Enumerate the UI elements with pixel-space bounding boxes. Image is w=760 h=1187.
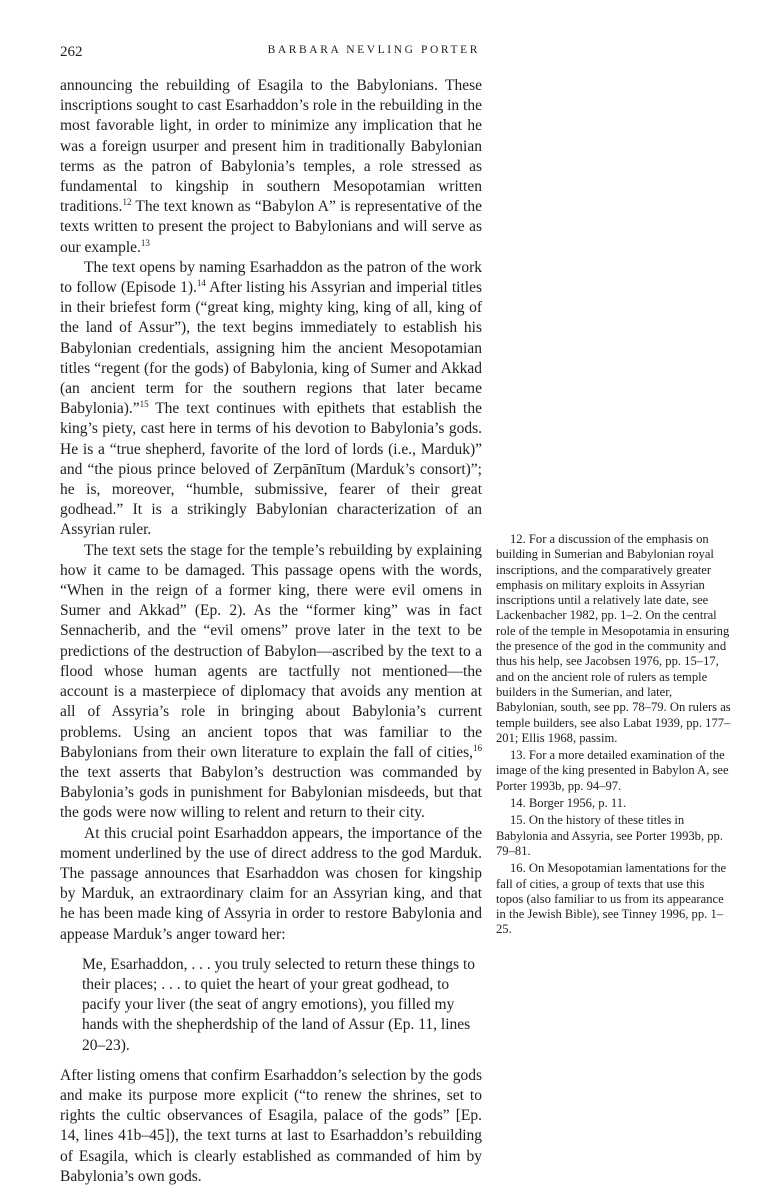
running-head: BARBARA NEVLING PORTER — [267, 44, 480, 56]
paragraph-4: At this crucial point Esarhaddon appears, the importance of the moment underlined by the use of direct address to the god Marduk. The passage announces that Esarhaddon was chosen for kingship by Marduk, an extraordinary claim for an Assyrian king, and that he has been made king of Assyria in order to restore Babylonia and appease Marduk’s anger toward her: — [60, 824, 482, 943]
footnote-ref-16[interactable]: 16 — [473, 742, 482, 753]
footnote-16: 16. On Mesopotamian lamentations for the fall of cities, a group of texts that use this topos (also familiar to us from its appearance in the Jewish Bible), see Tinney 1996, pp. 1–25. — [496, 861, 727, 937]
footnote-ref-14[interactable]: 14 — [196, 277, 206, 288]
footnote-12: 12. For a discussion of the emphasis on building in Sumerian and Babylonian royal inscriptions, and the comparatively greater emphasis on military exploits in Assyrian inscriptions until a relatively late date, see Lackenbacher 1982, pp. 1–2. On the central role of the temple in Mesopotamia in ensuring the presence of the god in the community and thus his help, see Jacobsen 1976, pp. 15–17, and on the ancient role of rulers as temple builders in the Sumerian, and later, Babylonian, south, see pp. 78–79. On rulers as temple builders, see also Labat 1939, pp. 177–201; Ellis 1968, passim. — [496, 532, 731, 745]
footnote-ref-13[interactable]: 13 — [140, 237, 150, 248]
footnote-ref-12[interactable]: 12 — [122, 197, 132, 208]
page-header — [60, 44, 480, 64]
paragraph-2: The text opens by naming Esarhaddon as the patron of the work to follow (Episode 1).$^{14}$ After listing his Assyrian and imperial titles in their briefest form (“great king, mighty king, king of all, king of the land of Assur”), the text begins immediately to establish his Babylonian credentials, assigning him the ancient Mesopotamian titles “regent (for the gods) of Babylonia, king of Sumer and Akkad (an ancient term for the southern regions that later became Babylonia).”$^{15}$ The text continues with epithets that establish the king’s piety, cast here in terms of his devotion to Babylonia’s gods. He is a “true shepherd, favorite of the lord of lords (i.e., Marduk)” and “the pious prince beloved of Zerpānītum (Marduk’s consort)”; he is, moreover, “humble, submissive, fearer of their great godhead.” It is a strikingly Babylonian characterization of an Assyrian ruler. — [60, 258, 482, 539]
footnote-ref-15[interactable]: 15 — [139, 399, 149, 410]
paragraph-1: announcing the rebuilding of Esagila to the Babylonians. These inscriptions sought to cast Esarhaddon’s role in the rebuilding in the most favorable light, in order to minimize any implication that he was a foreign usurper and present him in traditionally Babylonian terms as the patron of Babylonia’s temples, a role stressed as fundamental to kingship in southern Mesopotamian written traditions.$^{12}$ The text known as “Babylon A” is representative of the texts written to present the project to Babylonians and will serve as our example.$^{13}$ — [60, 77, 482, 256]
paragraph-3: The text sets the stage for the temple’s rebuilding by explaining how it came to be damaged. This passage opens with the words, “When in the reign of a former king, there were evil omens in Sumer and Akkad” (Ep. 2). As the “former king” was in fact Sennacherib, and the “evil omens” prove later in the text to be predictions of the destruction of Babylon—ascribed by the text to a flood whose human agents are tactfully not mentioned—the account is a masterpiece of diplomacy that avoids any mention at all of Assyria’s role in bringing about Babylonia’s current problems. Using an ancient topos that was familiar to the Babylonians from their own literature to explain the fall of cities,$^{16}$ the text asserts that Babylon’s destruction was commanded by Babylonia’s gods in punishment for Babylonian misdeeds, but that the gods were now willing to relent and return to their city. — [60, 541, 482, 822]
page-number: 262 — [60, 44, 83, 60]
footnotes — [496, 532, 732, 940]
footnote-13: 13. For a more detailed examination of the image of the king presented in Babylon A, see Porter 1993b, pp. 94–97. — [496, 748, 729, 793]
block-quote: Me, Esarhaddon, . . . you truly selected to return these things to their places; . . . to quiet the heart of your great godhead, to pacify your liver (the seat of angry emotions), you filled my hands with the shepherdship of the land of Assur (Ep. 11, lines 20–23). — [82, 955, 476, 1054]
paragraph-5: After listing omens that confirm Esarhaddon’s selection by the gods and make its purpose more explicit (“to renew the shrines, set to rights the cultic observances of Esagila, palace of the gods” [Ep. 14, lines 41b–45]), the text turns at last to Esarhaddon’s rebuilding of Esagila, which is clearly established as commanded of him by Babylonia’s own gods. — [60, 1066, 482, 1185]
footnote-14: 14. Borger 1956, p. 11. — [510, 796, 627, 811]
main-text — [60, 76, 482, 1187]
footnote-15: 15. On the history of these titles in Babylonia and Assyria, see Porter 1993b, pp. 79–81. — [496, 813, 724, 858]
